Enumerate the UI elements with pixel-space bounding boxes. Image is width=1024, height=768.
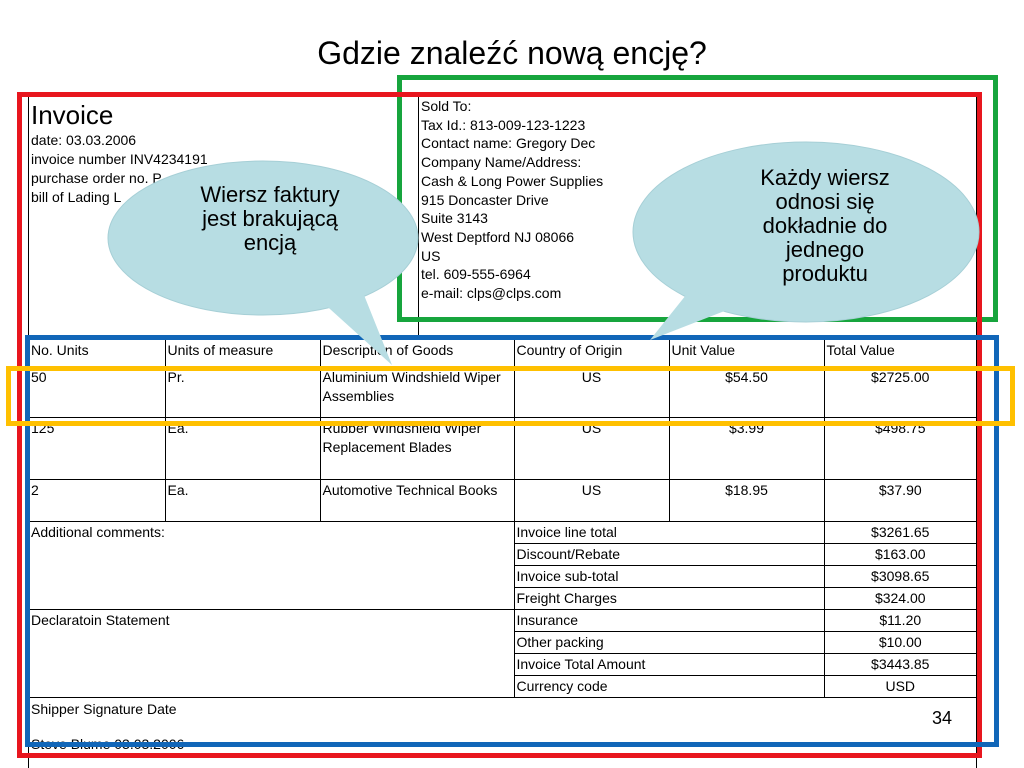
invoice-number: invoice number INV4234191 (31, 151, 208, 167)
cell-country: US (514, 479, 669, 521)
summary-label: Invoice line total (514, 521, 824, 543)
cell-units: 50 (29, 366, 165, 417)
summary-value: USD (824, 675, 976, 697)
summary-label: Currency code (514, 675, 824, 697)
summary-label: Insurance (514, 609, 824, 631)
column-header: Units of measure (165, 340, 320, 366)
bill-of-lading: bill of Lading L (31, 189, 122, 205)
cell-measure: Ea. (165, 479, 320, 521)
cell-measure: Ea. (165, 417, 320, 479)
summary-value: $11.20 (824, 609, 976, 631)
column-header: Unit Value (669, 340, 824, 366)
cell-country: US (514, 366, 669, 417)
cell-unit-value: $54.50 (669, 366, 824, 417)
summary-value: $3261.65 (824, 521, 976, 543)
cell-description: Rubber Windshield Wiper Replacement Blades (320, 417, 514, 479)
summary-label: Freight Charges (514, 587, 824, 609)
column-header: Total Value (824, 340, 976, 366)
summary-value: $3098.65 (824, 565, 976, 587)
cell-unit-value: $3.99 (669, 417, 824, 479)
sold-to-line: Cash & Long Power Supplies (421, 172, 604, 189)
cell-units: 2 (29, 479, 165, 521)
cell-country: US (514, 417, 669, 479)
summary-label: Other packing (514, 631, 824, 653)
sold-to-line: US (421, 247, 441, 264)
sold-to-line: e-mail: clps@clps.com (421, 285, 562, 302)
purchase-order: purchase order no. P (31, 170, 162, 186)
invoice-date: date: 03.03.2006 (31, 132, 137, 148)
sold-to-line: 915 Doncaster Drive (421, 191, 549, 208)
sold-to-line: tel. 609-555-6964 (421, 266, 531, 283)
cell-description: Aluminium Windshield Wiper Assemblies (320, 366, 514, 417)
sold-to-line: Sold To: (421, 98, 472, 114)
summary-label: Invoice Total Amount (514, 653, 824, 675)
summary-label: Invoice sub-total (514, 565, 824, 587)
cell-measure: Pr. (165, 366, 320, 417)
column-header: No. Units (29, 340, 165, 366)
summary-value: $10.00 (824, 631, 976, 653)
summary-value: $163.00 (824, 543, 976, 565)
right-callout-text: Każdy wiersz odnosi się dokładnie do jednego produktu (760, 165, 890, 286)
summary-value: $3443.85 (824, 653, 976, 675)
summary-value: $324.00 (824, 587, 976, 609)
cell-units: 125 (29, 417, 165, 479)
sold-to-line: Contact name: Gregory Dec (421, 135, 596, 152)
column-header: Description of Goods (320, 340, 514, 366)
cell-unit-value: $18.95 (669, 479, 824, 521)
slide-title: Gdzie znaleźć nową encję? (317, 35, 707, 71)
left-callout-text: Wiersz faktury jest brakującą encją (200, 182, 340, 255)
cell-description: Automotive Technical Books (320, 479, 514, 521)
column-header: Country of Origin (514, 340, 669, 366)
shipper-signature: Steve Blume 03.03.2006 (31, 736, 185, 752)
page-number: 34 (932, 708, 953, 728)
cell-total-value: $498.75 (824, 417, 976, 479)
cell-total-value: $37.90 (824, 479, 976, 521)
cell-total-value: $2725.00 (824, 366, 976, 417)
declaration-statement: Declaratoin Statement (29, 609, 514, 697)
sold-to-line: Tax Id.: 813-009-123-1223 (421, 116, 586, 133)
summary-label: Discount/Rebate (514, 543, 824, 565)
shipper-signature-label: Shipper Signature Date (31, 701, 177, 717)
additional-comments: Additional comments: (29, 521, 514, 609)
sold-to-line: Suite 3143 (421, 210, 488, 227)
sold-to-line: West Deptford NJ 08066 (421, 228, 575, 245)
invoice-heading: Invoice (31, 100, 114, 130)
sold-to-line: Company Name/Address: (421, 154, 582, 171)
